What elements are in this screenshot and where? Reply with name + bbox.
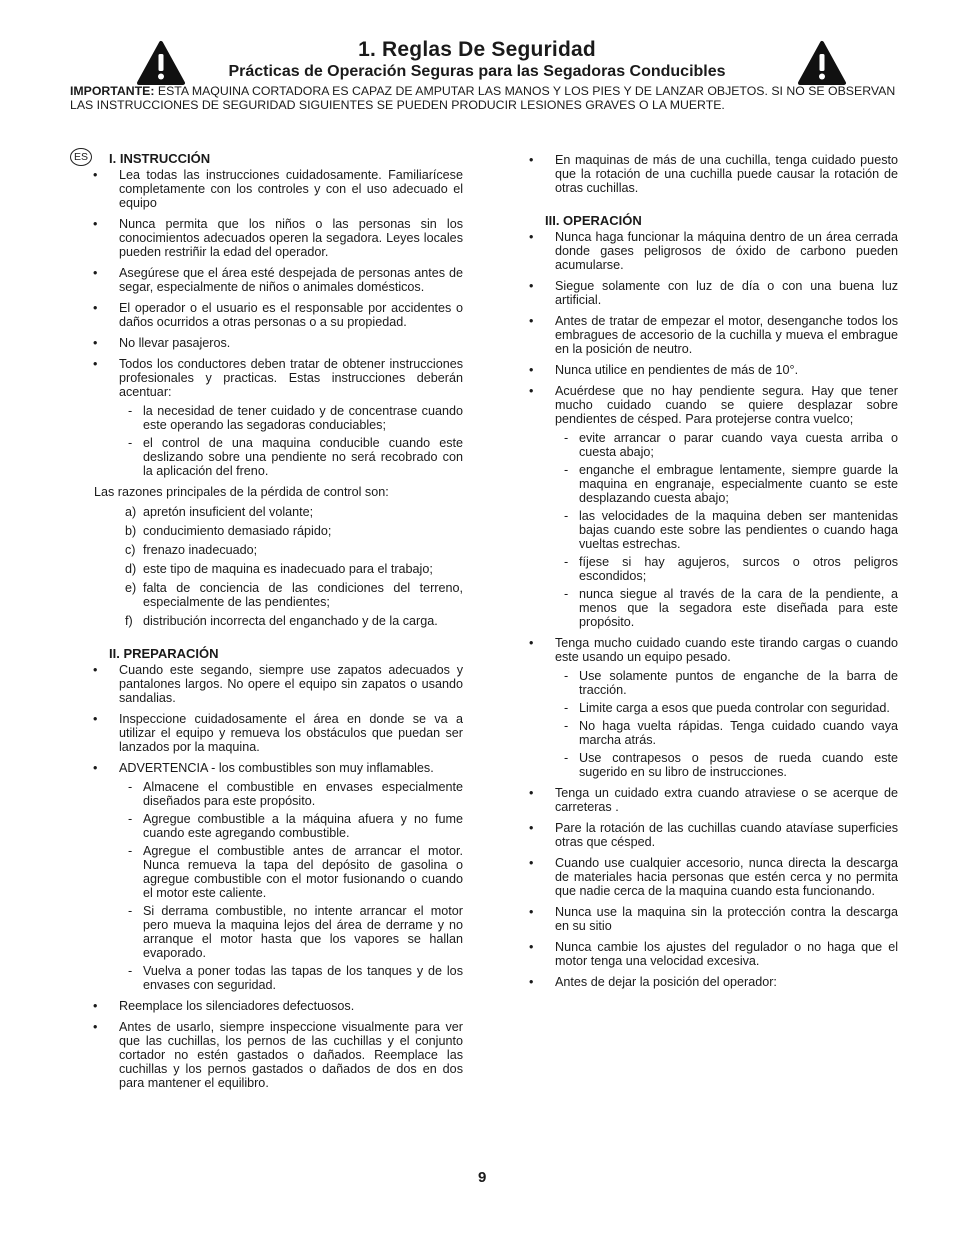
reason-text: distribución incorrecta del enganchado y de la carga. bbox=[143, 614, 438, 628]
list-item: • Inspeccione cuidadosamente el área en donde se va a utilizar el equipo y remueva los obstáculos que puedan ser lanzados por la maquina. bbox=[92, 712, 463, 754]
reasons-list bbox=[92, 505, 463, 628]
list-item-text: Acuérdese que no hay pendiente segura. Hay que tener mucho cuidado cuando se quiere desplazar sobre pendientes de césped. Para protejerse contra vuelco; bbox=[555, 384, 898, 426]
list-item: • Siegue solamente con luz de día o con una buena luz artificial. bbox=[528, 279, 898, 307]
reason-item bbox=[92, 543, 463, 557]
important-text: ESTA MAQUINA CORTADORA ES CAPAZ DE AMPUTAR LAS MANOS Y LOS PIES Y DE LANZAR OBJETOS. SI NO SE OBSERVAN LAS INSTRUCCIONES DE SEGURIDAD SIGUIENTES SE PUEDEN PRODUCIR LESIONES GRAVES O LA MUERTE. bbox=[70, 84, 896, 112]
reason-item bbox=[92, 614, 463, 628]
sub-list-item: - Use contrapesos o pesos de rueda cuando este sugerido en su libro de instrucciones. bbox=[555, 751, 898, 779]
sub-list-item: - Use solamente puntos de enganche de la barra de tracción. bbox=[555, 669, 898, 697]
section-heading-preparacion: II. PREPARACIÓN bbox=[109, 646, 219, 661]
reason-text: falta de conciencia de las condiciones del terreno, especialmente de las pendientes; bbox=[143, 581, 463, 609]
reason-marker: c) bbox=[125, 543, 136, 557]
reason-item bbox=[92, 505, 463, 519]
sub-list bbox=[119, 404, 463, 478]
reason-item bbox=[92, 562, 463, 576]
sub-list bbox=[119, 780, 463, 992]
page-number: 9 bbox=[478, 1169, 487, 1186]
list-item: • Nunca utilice en pendientes de más de 10°. bbox=[528, 363, 898, 377]
list-item: • Cuando este segando, siempre use zapatos adecuados y pantalones largos. No opere el equipo sin zapatos o usando sandalias. bbox=[92, 663, 463, 705]
list-item-text: Tenga mucho cuidado cuando este tirando cargas o cuando este usando un equipo pesado. bbox=[555, 636, 898, 664]
sub-list-item: - fíjese si hay agujeros, surcos o otros peligros escondidos; bbox=[555, 555, 898, 583]
top-list bbox=[528, 153, 898, 195]
list-item: • Reemplace los silenciadores defectuosos. bbox=[92, 999, 463, 1013]
list-item: • Nunca haga funcionar la máquina dentro de un área cerrada donde gases peligrosos de óxido de carbono pueden acumularse. bbox=[528, 230, 898, 272]
language-badge: ES bbox=[70, 148, 92, 166]
list-item: • Cuando use cualquier accesorio, nunca directa la descarga de materiales hacia personas que estén cerca y no permita que nadie cerca de la maquina cuando esta funcionando. bbox=[528, 856, 898, 898]
sub-list-item: - Almacene el combustible en envases especialmente diseñados para este propósito. bbox=[119, 780, 463, 808]
list-item: • En maquinas de más de una cuchilla, tenga cuidado puesto que la rotación de una cuchilla puede causar la rotación de otras cuchillas. bbox=[528, 153, 898, 195]
list-item: • Antes de tratar de empezar el motor, desenganche todos los embragues de accesorio de la cuchilla y mueva el embrague en la posición de neutro. bbox=[528, 314, 898, 356]
sub-list-item: - la necesidad de tener cuidado y de concentrase cuando este operando las segadoras conduciables; bbox=[119, 404, 463, 432]
list-item: • Antes de usarlo, siempre inspeccione visualmente para ver que las cuchillas, los pernos de las cuchillas y el conjunto cortador no estén gastados o dañados. Reemplace las cuchillas y los pernos gastados o dañados de dos en dos para mantener el equilibro. bbox=[92, 1020, 463, 1090]
page-subtitle: Prácticas de Operación Seguras para las Segadoras Conducibles bbox=[228, 63, 726, 80]
reason-marker: a) bbox=[125, 505, 137, 519]
list-item: • Antes de dejar la posición del operador: bbox=[528, 975, 898, 989]
preparacion-list bbox=[92, 663, 463, 1090]
sub-list-item: - nunca siegue al través de la cara de la pendiente, a menos que la segadora este diseñada para este propósito. bbox=[555, 587, 898, 629]
reason-text: apretón insuficient del volante; bbox=[143, 505, 314, 519]
right-column bbox=[528, 153, 898, 996]
list-item bbox=[528, 636, 898, 779]
section-heading-instruccion: I. INSTRUCCIÓN bbox=[109, 151, 211, 166]
reason-marker: e) bbox=[125, 581, 137, 595]
list-item bbox=[92, 357, 463, 478]
list-item: • Lea todas las instrucciones cuidadosamente. Familiarícese completamente con los controles y con el uso adecuado el equipo bbox=[92, 168, 463, 210]
sub-list bbox=[555, 669, 898, 779]
sub-list-item: - las velocidades de la maquina deben ser mantenidas bajas cuando este sobre las pendientes o cuando haga vueltas estrechas. bbox=[555, 509, 898, 551]
list-item bbox=[528, 384, 898, 629]
instruccion-list bbox=[92, 168, 463, 478]
sub-list-item: - No haga vuelta rápidas. Tenga cuidado cuando vaya marcha atrás. bbox=[555, 719, 898, 747]
sub-list-item: - Limite carga a esos que pueda controlar con seguridad. bbox=[555, 701, 898, 715]
sub-list-item: - Agregue combustible a la máquina afuera y no fume cuando este agregando combustible. bbox=[119, 812, 463, 840]
reason-text: frenazo inadecuado; bbox=[143, 543, 258, 557]
reason-text: este tipo de maquina es inadecuado para el trabajo; bbox=[143, 562, 433, 576]
list-item: • El operador o el usuario es el responsable por accidentes o daños ocurridos a otras personas o a su propiedad. bbox=[92, 301, 463, 329]
sub-list-item: - Agregue el combustible antes de arrancar el motor. Nunca remueva la tapa del depósito de gasolina o agregue combustible con el motor fusionando o cuando el motor este caliente. bbox=[119, 844, 463, 900]
list-item bbox=[92, 761, 463, 992]
sub-list-item: - el control de una maquina conducible cuando este deslizando sobre una pendiente no será recobrado con la aplicación del freno. bbox=[119, 436, 463, 478]
list-item: • Nunca use la maquina sin la protección contra la descarga en su sitio bbox=[528, 905, 898, 933]
reason-marker: b) bbox=[125, 524, 137, 538]
important-notice bbox=[70, 84, 900, 112]
sub-list-item: - Si derrama combustible, no intente arrancar el motor pero mueva la maquina lejos del área de derrame y no arranque el motor hasta que los vapores se hallan evaporado. bbox=[119, 904, 463, 960]
left-column bbox=[92, 152, 463, 1097]
reason-item bbox=[92, 581, 463, 609]
reason-text: conducimiento demasiado rápido; bbox=[143, 524, 332, 538]
reason-marker: d) bbox=[125, 562, 137, 576]
list-item: • Tenga un cuidado extra cuando atraviese o se acerque de carreteras . bbox=[528, 786, 898, 814]
list-item: • Asegúrese que el área esté despejada de personas antes de segar, especialmente de niños o animales domésticos. bbox=[92, 266, 463, 294]
reason-marker: f) bbox=[125, 614, 133, 628]
important-label: IMPORTANTE: bbox=[70, 84, 155, 98]
operacion-list bbox=[528, 230, 898, 989]
reasons-intro: Las razones principales de la pérdida de control son: bbox=[94, 485, 389, 499]
sub-list-item: - enganche el embrague lentamente, siempre guarde la maquina en engranaje, especialmente cuanto se este desplazando cuesta abajo; bbox=[555, 463, 898, 505]
reason-item bbox=[92, 524, 463, 538]
sub-list-item: - Vuelva a poner todas las tapas de los tanques y de los envases con seguridad. bbox=[119, 964, 463, 992]
list-item: • No llevar pasajeros. bbox=[92, 336, 463, 350]
list-item-text: Todos los conductores deben tratar de obtener instrucciones profesionales y practicas. Estas instrucciones deberán acentuar: bbox=[119, 357, 463, 399]
page-title: 1. Reglas De Seguridad bbox=[358, 38, 596, 61]
section-heading-operacion: III. OPERACIÓN bbox=[545, 213, 642, 228]
sub-list bbox=[555, 431, 898, 629]
list-item: • Nunca cambie los ajustes del regulador o no haga que el motor tenga una velocidad excesiva. bbox=[528, 940, 898, 968]
list-item: • Pare la rotación de las cuchillas cuando atavíase superficies otras que césped. bbox=[528, 821, 898, 849]
list-item-text: ADVERTENCIA - los combustibles son muy inflamables. bbox=[119, 761, 434, 775]
list-item: • Nunca permita que los niños o las personas sin los conocimientos adecuados operen la segadora. Leyes locales pueden restriñir la edad del operador. bbox=[92, 217, 463, 259]
sub-list-item: - evite arrancar o parar cuando vaya cuesta arriba o cuesta abajo; bbox=[555, 431, 898, 459]
